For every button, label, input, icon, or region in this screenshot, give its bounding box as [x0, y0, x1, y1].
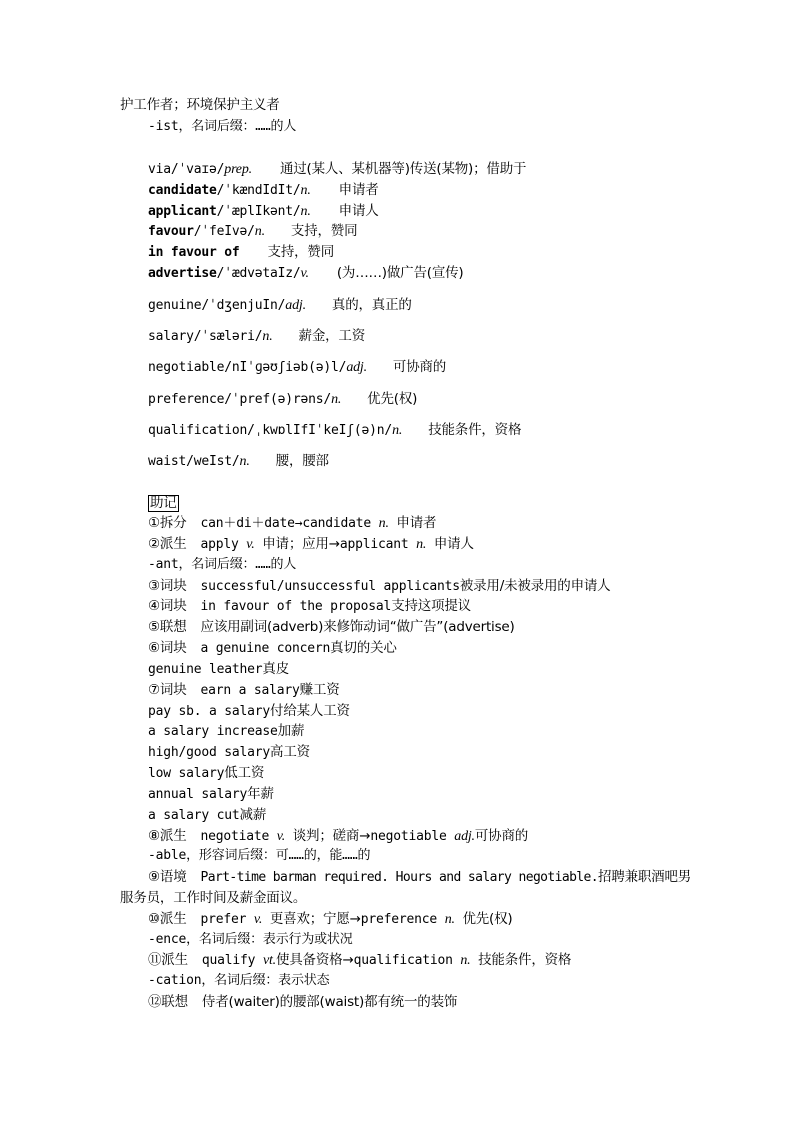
vocab-pos: prep. — [224, 162, 252, 177]
vocab-word: in favour of — [148, 245, 240, 260]
vocab-entry — [148, 202, 379, 221]
vocab-pos: adj. — [346, 360, 367, 375]
vocab-pos: n. — [254, 224, 265, 239]
vocab-entry — [148, 390, 417, 409]
vocab-phonetic: /ˌkwɒlIfIˈkeIʃ(ə)n/ — [247, 423, 393, 438]
memo-line: ②派生 apply v. 申请；应用→applicant n. 申请人 — [148, 536, 474, 552]
vocab-meaning: 支持，赞同 — [290, 223, 358, 239]
memo-line: annual salary年薪 — [148, 786, 274, 802]
vocab-entry — [148, 222, 357, 241]
vocab-meaning: 支持，赞同 — [267, 244, 335, 260]
memo-line: ⑩派生 prefer v. 更喜欢；宁愿→preference n. 优先(权) — [148, 911, 513, 927]
vocab-word: waist — [148, 454, 187, 469]
memo-line: high/good salary高工资 — [148, 744, 310, 760]
vocab-entry — [148, 358, 446, 377]
vocab-meaning: 腰，腰部 — [275, 453, 329, 469]
vocab-word: via — [148, 162, 171, 177]
vocab-entry — [148, 421, 521, 440]
vocab-pos: n. — [300, 204, 311, 219]
intro-line: 护工作者；环境保护主义者 — [120, 97, 280, 113]
vocab-word: preference — [148, 392, 225, 407]
vocab-word: salary — [148, 329, 194, 344]
vocab-entry — [148, 452, 329, 471]
memo-line: ⑨语境 Part-time barman required. Hours and salary negotiable.招聘兼职酒吧男 — [148, 869, 692, 885]
vocab-entry — [148, 160, 526, 179]
memo-line: ⑤联想 应该用副词(adverb)来修饰动词“做广告”(advertise) — [148, 619, 515, 635]
vocab-meaning: 申请者 — [338, 182, 379, 198]
memo-line: genuine leather真皮 — [148, 661, 290, 677]
vocab-meaning: (为……)做广告(宣传) — [336, 265, 464, 281]
vocab-entry — [148, 264, 464, 283]
vocab-entry — [148, 181, 379, 200]
vocab-phonetic: /ˈsæləri/ — [193, 329, 263, 344]
memo-line: a salary cut减薪 — [148, 807, 267, 823]
vocab-word: negotiable — [148, 360, 225, 375]
vocab-entry — [148, 296, 412, 315]
vocab-phonetic: /ˈkændIdIt/ — [216, 183, 301, 198]
vocab-pos: n. — [300, 183, 311, 198]
vocab-word: favour — [148, 224, 194, 239]
vocab-pos: n. — [239, 454, 250, 469]
vocab-entry — [148, 243, 334, 262]
vocab-meaning: 薪金，工资 — [298, 328, 366, 344]
memo-line: -cation，名词后缀：表示状态 — [148, 973, 330, 988]
vocab-pos: n. — [392, 423, 403, 438]
suffix-note: -ist，名词后缀：……的人 — [148, 119, 297, 134]
memo-line: ⑧派生 negotiate v. 谈判；磋商→negotiable adj.可协商的 — [148, 828, 529, 844]
vocab-phonetic: /ˈdʒenjuIn/ — [201, 298, 286, 313]
vocab-pos: n. — [331, 392, 342, 407]
memo-line: ④词块 in favour of the proposal支持这项提议 — [148, 598, 471, 614]
vocab-word: advertise — [148, 266, 217, 281]
vocab-pos: v. — [300, 266, 309, 281]
vocab-word: candidate — [148, 183, 217, 198]
memo-heading: 助记 — [150, 495, 177, 511]
memo-line: -ant，名词后缀：……的人 — [148, 557, 297, 572]
vocab-meaning: 优先(权) — [367, 391, 418, 407]
memo-line: ③词块 successful/unsuccessful applicants被录用/未被录用的申请人 — [148, 578, 611, 594]
memo-line: ⑪派生 qualify vt.使具备资格→qualification n. 技能条件，资格 — [148, 952, 572, 968]
memo-line: pay sb. a salary付给某人工资 — [148, 703, 350, 719]
vocab-phonetic: /ˈfeIvə/ — [193, 224, 255, 239]
vocab-phonetic: /ˈvaɪə/ — [170, 162, 225, 177]
vocab-word: genuine — [148, 298, 202, 313]
memo-line: ⑥词块 a genuine concern真切的关心 — [148, 640, 397, 656]
memo-line: low salary低工资 — [148, 765, 265, 781]
vocab-meaning: 申请人 — [338, 203, 379, 219]
memo-line: ⑦词块 earn a salary赚工资 — [148, 682, 340, 698]
memo-line: -ence，名词后缀：表示行为或状况 — [148, 932, 353, 947]
vocab-phonetic: /ˈæplIkənt/ — [216, 204, 301, 219]
vocab-entry — [148, 327, 365, 346]
vocab-meaning: 真的，真正的 — [331, 297, 412, 313]
vocab-pos: n. — [262, 329, 273, 344]
vocab-word: qualification — [148, 423, 248, 438]
vocab-word: applicant — [148, 204, 217, 219]
vocab-meaning: 通过(某人、某机器等)传送(某物)；借助于 — [279, 161, 527, 177]
vocab-phonetic: /ˈædvətaIz/ — [216, 266, 301, 281]
vocab-meaning: 可协商的 — [392, 359, 447, 375]
memo-line: 服务员，工作时间及薪金面议。 — [120, 890, 307, 906]
vocab-meaning: 技能条件，资格 — [428, 422, 522, 438]
vocab-phonetic: /ˈpref(ə)rəns/ — [224, 392, 332, 407]
memo-line: ⑫联想 侍者(waiter)的腰部(waist)都有统一的装饰 — [148, 994, 458, 1010]
memo-line: ①拆分 can＋di＋date→candidate n. 申请者 — [148, 515, 437, 531]
vocab-pos: adj. — [285, 298, 306, 313]
vocab-phonetic: /nIˈɡəʊʃiəb(ə)l/ — [224, 360, 347, 375]
vocab-phonetic: /weIst/ — [186, 454, 240, 469]
memo-line: a salary increase加薪 — [148, 723, 305, 739]
memo-line: -able，形容词后缀：可……的，能……的 — [148, 848, 371, 863]
